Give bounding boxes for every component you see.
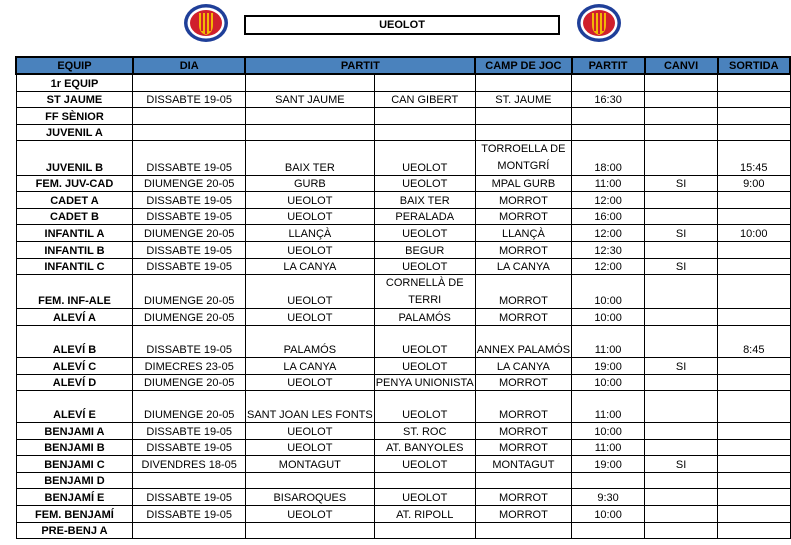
date-cell: DIUMENGE 20-05 bbox=[133, 391, 246, 423]
change-cell bbox=[645, 472, 718, 489]
departure-cell bbox=[718, 275, 790, 309]
away-team-cell: CAN GIBERT bbox=[374, 91, 475, 108]
venue-cell: MORROT bbox=[475, 208, 571, 225]
home-team-cell: BISAROQUES bbox=[245, 489, 374, 506]
venue-cell: MONTAGUT bbox=[475, 456, 571, 473]
header-canvi: CANVI bbox=[645, 57, 718, 74]
change-cell bbox=[645, 391, 718, 423]
team-cell: ALEVÍ B bbox=[16, 325, 133, 357]
match-time-cell bbox=[572, 108, 645, 125]
away-team-cell: UEOLOT bbox=[374, 357, 475, 374]
venue-cell: MORROT bbox=[475, 192, 571, 209]
team-cell: ALEVÍ D bbox=[16, 374, 133, 391]
header-partit-teams: PARTIT bbox=[245, 57, 475, 74]
away-team-cell: UEOLOT bbox=[374, 141, 475, 175]
away-team-cell: UEOLOT bbox=[374, 489, 475, 506]
home-team-cell: PALAMÓS bbox=[245, 325, 374, 357]
change-cell bbox=[645, 439, 718, 456]
departure-cell bbox=[718, 391, 790, 423]
home-team-cell: BAIX TER bbox=[245, 141, 374, 175]
date-cell: DIMECRES 23-05 bbox=[133, 357, 246, 374]
home-team-cell: SANT JAUME bbox=[245, 91, 374, 108]
departure-cell: 9:00 bbox=[718, 175, 790, 192]
table-row bbox=[16, 439, 790, 456]
date-cell: DISSABTE 19-05 bbox=[133, 439, 246, 456]
date-cell bbox=[133, 74, 246, 91]
venue-cell: MORROT bbox=[475, 489, 571, 506]
venue-cell bbox=[475, 124, 571, 141]
change-cell bbox=[645, 423, 718, 440]
change-cell bbox=[645, 374, 718, 391]
away-team-cell: BAIX TER bbox=[374, 192, 475, 209]
team-cell: ALEVÍ C bbox=[16, 357, 133, 374]
change-cell bbox=[645, 124, 718, 141]
table-row bbox=[16, 309, 790, 326]
table-row bbox=[16, 141, 790, 175]
date-cell: DIUMENGE 20-05 bbox=[133, 309, 246, 326]
match-time-cell: 19:00 bbox=[572, 357, 645, 374]
home-team-cell bbox=[245, 108, 374, 125]
table-body bbox=[16, 74, 790, 539]
venue-cell bbox=[475, 522, 571, 539]
home-team-cell: MONTAGUT bbox=[245, 456, 374, 473]
match-time-cell: 12:00 bbox=[572, 225, 645, 242]
away-team-cell: AT. BANYOLES bbox=[374, 439, 475, 456]
table-row bbox=[16, 506, 790, 523]
change-cell: SI bbox=[645, 456, 718, 473]
team-cell: FEM. INF-ALE bbox=[16, 275, 133, 309]
table-row bbox=[16, 423, 790, 440]
club-crest-logo-left bbox=[183, 3, 229, 43]
home-team-cell: SANT JOAN LES FONTS bbox=[245, 391, 374, 423]
departure-cell bbox=[718, 423, 790, 440]
table-row bbox=[16, 275, 790, 309]
header-sortida: SORTIDA bbox=[718, 57, 790, 74]
venue-cell bbox=[475, 108, 571, 125]
change-cell bbox=[645, 141, 718, 175]
match-time-cell bbox=[572, 124, 645, 141]
date-cell: DISSABTE 19-05 bbox=[133, 208, 246, 225]
team-cell: BENJAMI B bbox=[16, 439, 133, 456]
away-team-cell: CORNELLÀ DE TERRI bbox=[374, 275, 475, 309]
venue-cell: LLANÇÀ bbox=[475, 225, 571, 242]
away-team-cell: UEOLOT bbox=[374, 325, 475, 357]
change-cell: SI bbox=[645, 258, 718, 275]
home-team-cell: UEOLOT bbox=[245, 275, 374, 309]
venue-cell: MORROT bbox=[475, 391, 571, 423]
date-cell: DISSABTE 19-05 bbox=[133, 325, 246, 357]
table-row bbox=[16, 357, 790, 374]
date-cell bbox=[133, 108, 246, 125]
date-cell bbox=[133, 522, 246, 539]
venue-cell: MORROT bbox=[475, 423, 571, 440]
table-row bbox=[16, 208, 790, 225]
change-cell bbox=[645, 325, 718, 357]
venue-cell: ANNEX PALAMÓS bbox=[475, 325, 571, 357]
home-team-cell: LA CANYA bbox=[245, 258, 374, 275]
change-cell bbox=[645, 506, 718, 523]
away-team-cell bbox=[374, 522, 475, 539]
departure-cell bbox=[718, 91, 790, 108]
schedule-table bbox=[15, 56, 791, 539]
home-team-cell: UEOLOT bbox=[245, 423, 374, 440]
departure-cell bbox=[718, 522, 790, 539]
venue-cell: MORROT bbox=[475, 309, 571, 326]
away-team-cell: UEOLOT bbox=[374, 456, 475, 473]
change-cell bbox=[645, 208, 718, 225]
venue-cell: LA CANYA bbox=[475, 258, 571, 275]
match-time-cell: 11:00 bbox=[572, 391, 645, 423]
team-cell: BENJAMÍ E bbox=[16, 489, 133, 506]
change-cell bbox=[645, 241, 718, 258]
change-cell: SI bbox=[645, 175, 718, 192]
date-cell: DISSABTE 19-05 bbox=[133, 489, 246, 506]
away-team-cell: UEOLOT bbox=[374, 175, 475, 192]
team-cell: ALEVÍ A bbox=[16, 309, 133, 326]
page-title: UEOLOT bbox=[244, 15, 560, 35]
date-cell: DISSABTE 19-05 bbox=[133, 141, 246, 175]
team-cell: JUVENIL A bbox=[16, 124, 133, 141]
away-team-cell bbox=[374, 124, 475, 141]
match-time-cell bbox=[572, 74, 645, 91]
team-cell: FEM. BENJAMÍ bbox=[16, 506, 133, 523]
match-time-cell: 16:30 bbox=[572, 91, 645, 108]
match-time-cell bbox=[572, 472, 645, 489]
change-cell bbox=[645, 91, 718, 108]
home-team-cell: UEOLOT bbox=[245, 506, 374, 523]
departure-cell: 10:00 bbox=[718, 225, 790, 242]
table-row bbox=[16, 192, 790, 209]
table-row bbox=[16, 374, 790, 391]
change-cell bbox=[645, 74, 718, 91]
team-cell: CADET A bbox=[16, 192, 133, 209]
table-row bbox=[16, 91, 790, 108]
departure-cell: 8:45 bbox=[718, 325, 790, 357]
away-team-cell: BEGUR bbox=[374, 241, 475, 258]
home-team-cell: UEOLOT bbox=[245, 309, 374, 326]
team-cell: PRE-BENJ A bbox=[16, 522, 133, 539]
venue-cell: MORROT bbox=[475, 241, 571, 258]
departure-cell bbox=[718, 472, 790, 489]
team-cell: BENJAMI C bbox=[16, 456, 133, 473]
venue-cell: MORROT bbox=[475, 439, 571, 456]
match-time-cell: 10:00 bbox=[572, 374, 645, 391]
date-cell: DISSABTE 19-05 bbox=[133, 506, 246, 523]
date-cell: DISSABTE 19-05 bbox=[133, 241, 246, 258]
team-cell: JUVENIL B bbox=[16, 141, 133, 175]
home-team-cell bbox=[245, 74, 374, 91]
change-cell bbox=[645, 309, 718, 326]
departure-cell bbox=[718, 192, 790, 209]
table-row bbox=[16, 472, 790, 489]
change-cell bbox=[645, 275, 718, 309]
match-time-cell: 12:00 bbox=[572, 258, 645, 275]
table-row bbox=[16, 225, 790, 242]
team-cell: 1r EQUIP bbox=[16, 74, 133, 91]
venue-cell: MORROT bbox=[475, 506, 571, 523]
away-team-cell: UEOLOT bbox=[374, 225, 475, 242]
date-cell: DIUMENGE 20-05 bbox=[133, 175, 246, 192]
departure-cell bbox=[718, 258, 790, 275]
match-time-cell: 10:00 bbox=[572, 423, 645, 440]
team-cell: INFANTIL A bbox=[16, 225, 133, 242]
team-cell: ALEVÍ E bbox=[16, 391, 133, 423]
home-team-cell bbox=[245, 522, 374, 539]
date-cell: DISSABTE 19-05 bbox=[133, 258, 246, 275]
home-team-cell: UEOLOT bbox=[245, 439, 374, 456]
home-team-cell: GURB bbox=[245, 175, 374, 192]
departure-cell bbox=[718, 241, 790, 258]
team-cell: FEM. JUV-CAD bbox=[16, 175, 133, 192]
header-camp-de-joc: CAMP DE JOC bbox=[475, 57, 571, 74]
away-team-cell bbox=[374, 472, 475, 489]
match-time-cell bbox=[572, 522, 645, 539]
venue-cell bbox=[475, 74, 571, 91]
away-team-cell: PENYA UNIONISTA bbox=[374, 374, 475, 391]
table-row bbox=[16, 74, 790, 91]
venue-cell: ST. JAUME bbox=[475, 91, 571, 108]
change-cell: SI bbox=[645, 225, 718, 242]
match-time-cell: 9:30 bbox=[572, 489, 645, 506]
table-row bbox=[16, 489, 790, 506]
table-row bbox=[16, 456, 790, 473]
team-cell: BENJAMI D bbox=[16, 472, 133, 489]
away-team-cell: AT. RIPOLL bbox=[374, 506, 475, 523]
departure-cell bbox=[718, 357, 790, 374]
header-dia: DIA bbox=[133, 57, 246, 74]
change-cell bbox=[645, 108, 718, 125]
match-time-cell: 10:00 bbox=[572, 275, 645, 309]
match-time-cell: 19:00 bbox=[572, 456, 645, 473]
departure-cell bbox=[718, 74, 790, 91]
header-partit-time: PARTIT bbox=[572, 57, 645, 74]
away-team-cell bbox=[374, 74, 475, 91]
date-cell: DIUMENGE 20-05 bbox=[133, 275, 246, 309]
home-team-cell bbox=[245, 124, 374, 141]
date-cell: DISSABTE 19-05 bbox=[133, 91, 246, 108]
match-time-cell: 18:00 bbox=[572, 141, 645, 175]
team-cell: INFANTIL B bbox=[16, 241, 133, 258]
team-cell: FF SÈNIOR bbox=[16, 108, 133, 125]
home-team-cell: UEOLOT bbox=[245, 192, 374, 209]
home-team-cell bbox=[245, 472, 374, 489]
venue-cell bbox=[475, 472, 571, 489]
departure-cell bbox=[718, 374, 790, 391]
match-time-cell: 12:30 bbox=[572, 241, 645, 258]
venue-cell: MORROT bbox=[475, 374, 571, 391]
table-row bbox=[16, 108, 790, 125]
away-team-cell bbox=[374, 108, 475, 125]
home-team-cell: LA CANYA bbox=[245, 357, 374, 374]
date-cell: DIUMENGE 20-05 bbox=[133, 225, 246, 242]
venue-cell: MORROT bbox=[475, 275, 571, 309]
match-time-cell: 11:00 bbox=[572, 439, 645, 456]
venue-cell: LA CANYA bbox=[475, 357, 571, 374]
table-row bbox=[16, 522, 790, 539]
departure-cell bbox=[718, 506, 790, 523]
table-row bbox=[16, 124, 790, 141]
table-row bbox=[16, 325, 790, 357]
away-team-cell: ST. ROC bbox=[374, 423, 475, 440]
date-cell bbox=[133, 472, 246, 489]
date-cell bbox=[133, 124, 246, 141]
home-team-cell: UEOLOT bbox=[245, 374, 374, 391]
team-cell: CADET B bbox=[16, 208, 133, 225]
departure-cell bbox=[718, 456, 790, 473]
table-row bbox=[16, 258, 790, 275]
team-cell: ST JAUME bbox=[16, 91, 133, 108]
home-team-cell: LLANÇÀ bbox=[245, 225, 374, 242]
team-cell: INFANTIL C bbox=[16, 258, 133, 275]
venue-cell: TORROELLA DE MONTGRÍ bbox=[475, 141, 571, 175]
table-row bbox=[16, 241, 790, 258]
match-time-cell: 11:00 bbox=[572, 325, 645, 357]
table-header-row bbox=[16, 57, 790, 74]
departure-cell: 15:45 bbox=[718, 141, 790, 175]
change-cell bbox=[645, 489, 718, 506]
away-team-cell: UEOLOT bbox=[374, 258, 475, 275]
table-row bbox=[16, 391, 790, 423]
date-cell: DIUMENGE 20-05 bbox=[133, 374, 246, 391]
away-team-cell: UEOLOT bbox=[374, 391, 475, 423]
match-time-cell: 10:00 bbox=[572, 309, 645, 326]
departure-cell bbox=[718, 489, 790, 506]
table-row bbox=[16, 175, 790, 192]
departure-cell bbox=[718, 108, 790, 125]
match-time-cell: 11:00 bbox=[572, 175, 645, 192]
away-team-cell: PERALADA bbox=[374, 208, 475, 225]
header-equip: EQUIP bbox=[16, 57, 133, 74]
departure-cell bbox=[718, 439, 790, 456]
club-crest-logo-right bbox=[576, 3, 622, 43]
date-cell: DIVENDRES 18-05 bbox=[133, 456, 246, 473]
match-time-cell: 16:00 bbox=[572, 208, 645, 225]
team-cell: BENJAMI A bbox=[16, 423, 133, 440]
departure-cell bbox=[718, 309, 790, 326]
away-team-cell: PALAMÓS bbox=[374, 309, 475, 326]
date-cell: DISSABTE 19-05 bbox=[133, 192, 246, 209]
date-cell: DISSABTE 19-05 bbox=[133, 423, 246, 440]
change-cell bbox=[645, 522, 718, 539]
venue-cell: MPAL GURB bbox=[475, 175, 571, 192]
departure-cell bbox=[718, 208, 790, 225]
departure-cell bbox=[718, 124, 790, 141]
home-team-cell: UEOLOT bbox=[245, 241, 374, 258]
match-time-cell: 10:00 bbox=[572, 506, 645, 523]
change-cell bbox=[645, 192, 718, 209]
change-cell: SI bbox=[645, 357, 718, 374]
match-time-cell: 12:00 bbox=[572, 192, 645, 209]
home-team-cell: UEOLOT bbox=[245, 208, 374, 225]
